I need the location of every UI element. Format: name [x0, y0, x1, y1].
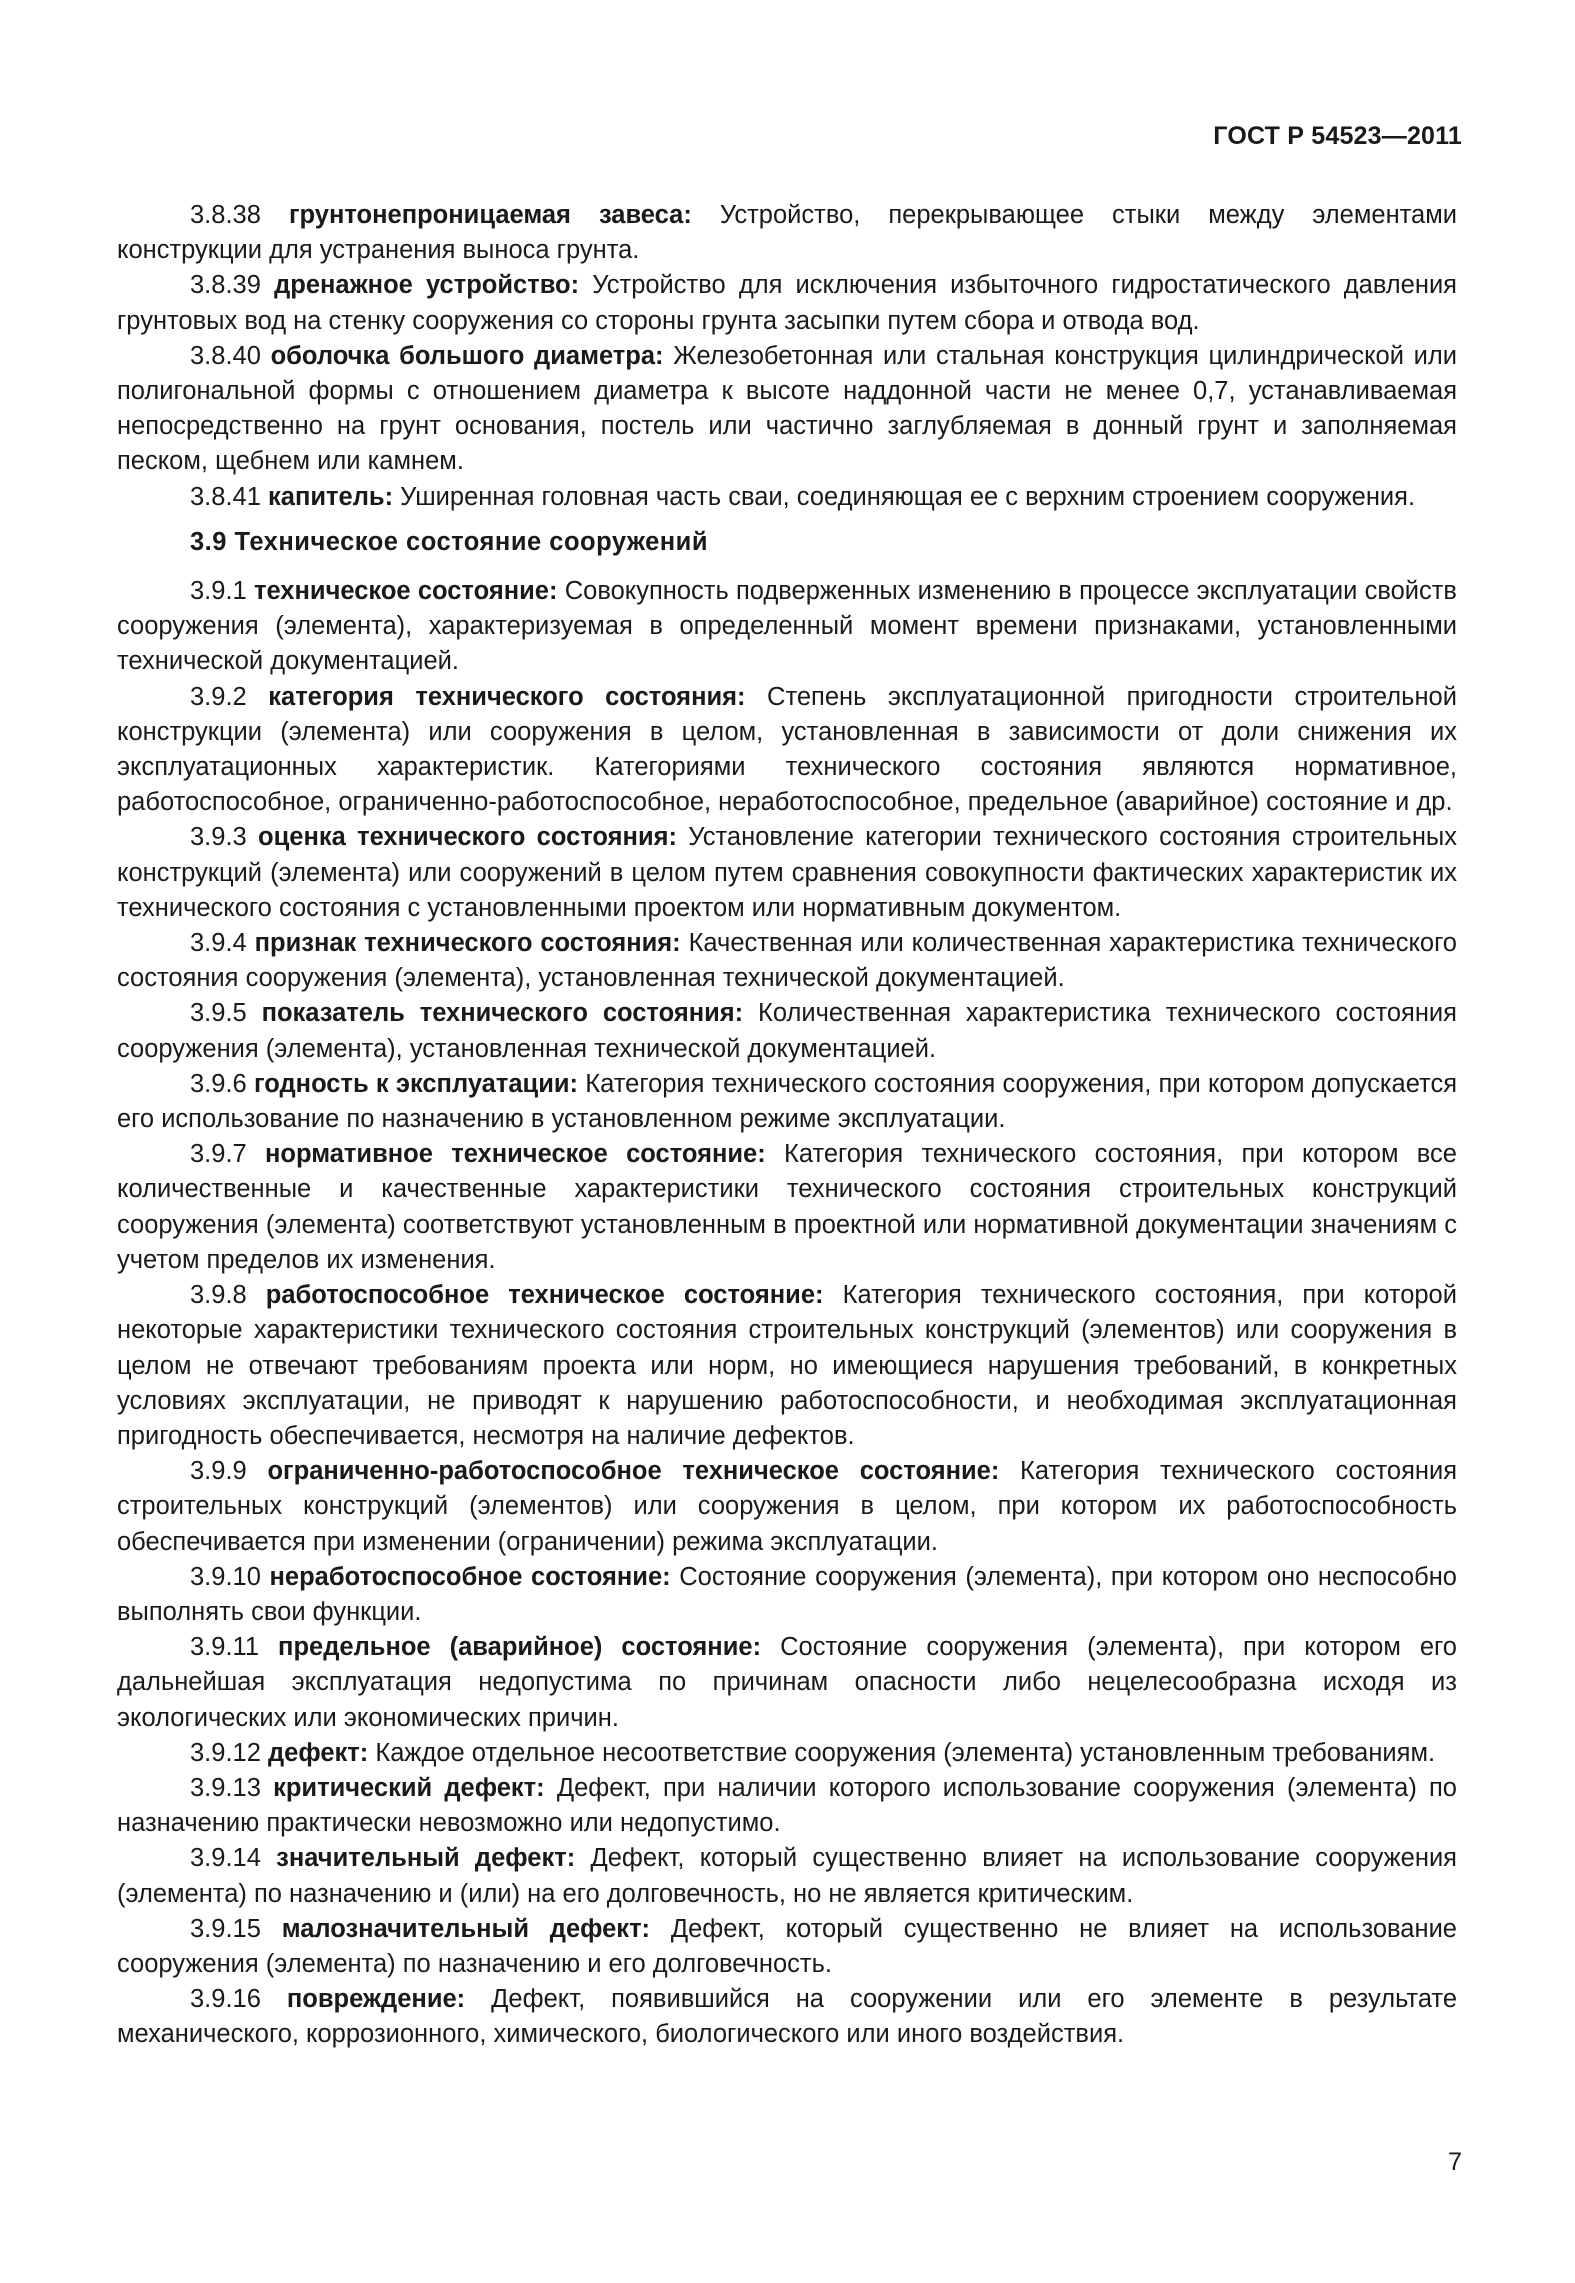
term-definition: Категория технического состояния, при которой некоторые характеристики технического состояния строительных конструкций (элементов) или сооружения в целом не отвечают требованиям проекта или норм, но имеющиеся нарушения требований, в конкретных условиях эксплуатации, не приводят к нарушению работоспособности, и необходимая эксплуатационная пригодность обеспечивается, несмотря на наличие дефектов. — [117, 1281, 1457, 1450]
term-number: 3.9.13 — [190, 1773, 261, 1802]
term-number: 3.9.1 — [190, 577, 247, 606]
term-definition: Дефект, при наличии которого использование сооружения (элемента) по назначению практически невозможно или недопустимо. — [117, 1773, 1457, 1838]
term-number: 3.9.16 — [190, 1985, 261, 2014]
term-definition: Степень эксплуатационной пригодности строительной конструкции (элемента) или сооружения в целом, установленная в зависимости от доли снижения их эксплуатационных характеристик. Категориями технического состояния являются нормативное, работоспособное, ограниченно-работоспособное, неработоспособное, предельное (аварийное) состояние и др. — [117, 682, 1457, 817]
term-name: дефект: — [268, 1738, 369, 1767]
term-definition: Категория технического состояния, при котором все количественные и качественные характеристики технического состояния строительных конструкций сооружения (элемента) соответствуют установленным в проектной или нормативной документации значениям с учетом пределов их изменения. — [117, 1140, 1457, 1274]
term-entry — [117, 1841, 1457, 1911]
term-name: дренажное устройство: — [274, 271, 580, 300]
term-definition: Состояние сооружения (элемента), при котором его дальнейшая эксплуатация недопустима по причинам опасности либо нецелесообразна исходя из экологических или экономических причин. — [117, 1633, 1457, 1732]
term-definition: Устройство, перекрывающее стыки между элементами конструкции для устранения выноса грунта. — [117, 201, 1458, 265]
term-name: критический дефект: — [273, 1773, 545, 1802]
term-name: предельное (аварийное) состояние: — [278, 1633, 762, 1662]
term-definition: Каждое отдельное несоответствие сооружения (элемента) установленным требованиям. — [375, 1738, 1436, 1767]
term-entry — [117, 339, 1457, 480]
term-definition: Устройство для исключения избыточного гидростатического давления грунтовых вод на стенку сооружения со стороны грунта засыпки путем сбора и отвода вод. — [117, 271, 1457, 335]
term-entry — [117, 1630, 1457, 1736]
term-name: значительный дефект: — [276, 1844, 576, 1873]
term-name: неработоспособное состояние: — [269, 1562, 671, 1591]
term-number: 3.8.39 — [190, 271, 261, 300]
term-name: годность к эксплуатации: — [253, 1069, 579, 1098]
term-name: работоспособное техническое состояние: — [265, 1281, 824, 1310]
page-number: 7 — [1448, 2148, 1462, 2176]
term-entry — [117, 1560, 1457, 1630]
term-number: 3.9.15 — [190, 1914, 261, 1943]
term-entry — [117, 680, 1457, 821]
term-number: 3.8.40 — [190, 341, 261, 370]
term-name: ограниченно-работоспособное техническое состояние: — [267, 1457, 1000, 1486]
term-definition: Состояние сооружения (элемента), при котором оно неспособно выполнять свои функции. — [117, 1562, 1457, 1626]
term-number: 3.9.12 — [190, 1738, 261, 1767]
term-number: 3.9.14 — [190, 1844, 261, 1873]
term-entry — [117, 268, 1457, 338]
term-number: 3.9.9 — [190, 1457, 247, 1486]
document-body — [117, 198, 1457, 2053]
term-entry — [117, 480, 1457, 515]
term-name: техническое состояние: — [253, 577, 558, 606]
term-name: показатель технического состояния: — [261, 999, 744, 1028]
term-name: нормативное техническое состояние: — [265, 1140, 766, 1169]
term-entry — [117, 1278, 1457, 1454]
term-list-3-9 — [117, 574, 1457, 2053]
term-entry — [117, 1736, 1457, 1771]
term-definition: Категория технического состояния строительных конструкций (элементов) или сооружения в целом, при котором их работоспособность обеспечивается при изменении (ограничении) режима эксплуатации. — [117, 1457, 1458, 1556]
term-number: 3.9.10 — [190, 1562, 261, 1591]
term-entry — [117, 1912, 1457, 1982]
document-code: ГОСТ Р 54523—2011 — [1213, 122, 1462, 150]
term-definition: Дефект, который существенно не влияет на использование сооружения (элемента) по назначению и его долговечность. — [117, 1914, 1457, 1978]
term-name: признак технического состояния: — [254, 929, 681, 958]
term-name: капитель: — [268, 482, 394, 511]
term-definition: Качественная или количественная характеристика технического состояния сооружения (элемента), установленная технической документацией. — [117, 929, 1457, 993]
term-entry — [117, 1067, 1457, 1137]
term-name: категория технического состояния: — [268, 682, 746, 711]
term-entry — [117, 1982, 1457, 2052]
term-definition: Железобетонная или стальная конструкция цилиндрической или полигональной формы с отношением диаметра к высоте наддонной части не менее 0,7, устанавливаемая непосредственно на грунт основания, постель или частично заглубляемая в донный грунт и заполняемая песком, щебнем или камнем. — [117, 341, 1457, 476]
term-entry — [117, 926, 1457, 996]
term-definition: Уширенная головная часть сваи, соединяющая ее с верхним строением сооружения. — [400, 482, 1416, 511]
term-number: 3.9.6 — [190, 1069, 247, 1098]
term-entry — [117, 820, 1457, 926]
term-number: 3.9.3 — [190, 823, 247, 852]
term-definition: Количественная характеристика технического состояния сооружения (элемента), установленная технической документацией. — [117, 999, 1457, 1063]
term-number: 3.9.4 — [190, 929, 247, 958]
term-definition: Установление категории технического состояния строительных конструкций (элемента) или сооружений в целом путем сравнения совокупности фактических характеристик их технического состояния с установленными проектом или нормативным документом. — [117, 823, 1457, 922]
term-entry — [117, 1137, 1457, 1278]
term-name: оболочка большого диаметра: — [270, 341, 664, 370]
term-entry — [117, 1454, 1457, 1560]
term-definition: Дефект, который существенно влияет на использование сооружения (элемента) по назначению и (или) на его долговечность, но не является критическим. — [117, 1844, 1457, 1908]
term-name: оценка технического состояния: — [258, 823, 677, 852]
term-number: 3.8.38 — [190, 201, 261, 229]
term-number: 3.8.41 — [190, 482, 261, 511]
section-heading: 3.9 Техническое состояние сооружений — [190, 527, 709, 556]
term-list-3-8 — [117, 198, 1457, 515]
term-definition: Совокупность подверженных изменению в процессе эксплуатации свойств сооружения (элемента), характеризуемая в определенный момент времени признаками, установленными технической документацией. — [117, 577, 1457, 676]
term-number: 3.9.5 — [190, 999, 247, 1028]
term-entry — [117, 574, 1457, 680]
term-entry — [117, 1771, 1457, 1841]
term-number: 3.9.11 — [190, 1633, 260, 1662]
term-entry — [117, 198, 1457, 268]
term-definition: Дефект, появившийся на сооружении или его элементе в результате механического, коррозионного, химического, биологического или иного воздействия. — [117, 1985, 1458, 2049]
term-number: 3.9.2 — [190, 682, 247, 711]
term-entry — [117, 996, 1457, 1066]
term-definition: Категория технического состояния сооружения, при котором допускается его использование по назначению в установленном режиме эксплуатации. — [117, 1069, 1458, 1134]
term-number: 3.9.8 — [190, 1281, 247, 1310]
term-name: грунтонепроницаемая завеса: — [288, 201, 692, 229]
term-number: 3.9.7 — [190, 1140, 247, 1169]
term-name: малозначительный дефект: — [281, 1914, 651, 1943]
term-name: повреждение: — [286, 1985, 466, 2014]
